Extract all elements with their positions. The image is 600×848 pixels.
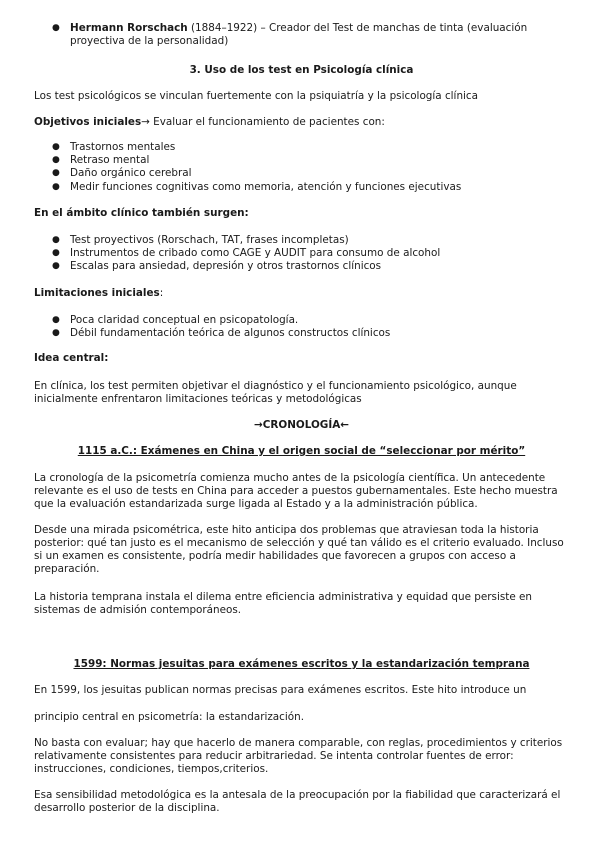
clinico-list [52, 234, 440, 274]
section-intro: Los test psicológicos se vinculan fuertemente con la psiquiatría y la psicología clínica [34, 90, 478, 102]
rorschach-desc-line2: proyectiva de la personalidad) [70, 35, 229, 48]
idea-line-1: En clínica, los test permiten objetivar el diagnóstico y el funcionamiento psicológico, aunque [34, 380, 517, 392]
list-item-text: Instrumentos de cribado como CAGE y AUDIT para consumo de alcohol [70, 247, 441, 260]
list-item [52, 247, 440, 260]
p1599-d-line-1: Esa sensibilidad metodológica es la antesala de la preocupación por la fiabilidad que caracterizará el [34, 789, 561, 801]
list-item-text: Trastornos mentales [70, 141, 176, 153]
p1115-c-line-2: sistemas de admisión contemporáneos. [34, 604, 242, 616]
limitaciones-colon: : [159, 287, 164, 299]
list-item-text: Daño orgánico cerebral [70, 167, 192, 180]
objetivos-paragraph [34, 116, 569, 129]
p1115-a-line-1: La cronología de la psicometría comienza mucho antes de la psicología científica. Un antecedente [34, 472, 546, 484]
p1115-b-line-4: preparación. [34, 563, 100, 575]
section-title: 3. Uso de los test en Psicología clínica [189, 64, 414, 76]
heading-1115: 1115 a.C.: Exámenes en China y el origen social de “seleccionar por mérito” [77, 445, 526, 457]
list-item [52, 314, 390, 327]
bullet-icon: ● [52, 248, 60, 259]
list-item [52, 154, 461, 167]
p1115-b-line-2: posterior: qué tan justo es el mecanismo de selección y qué tan válido es el criterio evaluado. Incluso [34, 537, 564, 549]
rorschach-name: Hermann Rorschach [70, 22, 188, 34]
bullet-icon: ● [52, 142, 60, 152]
list-item-text: Poca claridad conceptual en psicopatología. [70, 314, 299, 326]
bullet-icon: ● [52, 181, 60, 192]
list-item [52, 260, 440, 273]
list-item [52, 141, 461, 154]
p1599-c-line-2: relativamente consistentes para reducir arbitrariedad. Se intenta controlar fuentes de error: [34, 750, 514, 762]
idea-line-2: inicialmente enfrentaron limitaciones teóricas y metodológicas [34, 393, 362, 405]
bullet-icon: ● [52, 168, 60, 179]
p1599-a: En 1599, los jesuitas publican normas precisas para exámenes escritos. Este hito introduce un [34, 684, 527, 696]
p1115-b-line-1: Desde una mirada psicométrica, este hito anticipa dos problemas que atraviesan toda la historia [34, 524, 539, 536]
bullet-icon: ● [52, 155, 60, 166]
objetivos-list [52, 141, 461, 194]
p1599-c-line-3: instrucciones, condiciones, tiempos,criterios. [34, 763, 269, 775]
objetivos-label: Objetivos iniciales [34, 116, 142, 128]
limitaciones-list [52, 314, 390, 340]
list-item-text: Débil fundamentación teórica de algunos constructos clínicos [70, 327, 391, 340]
list-item [52, 167, 461, 180]
p1115-c-line-1: La historia temprana instala el dilema entre eficiencia administrativa y equidad que persiste en [34, 591, 533, 603]
list-item-text: Test proyectivos (Rorschach, TAT, frases incompletas) [70, 234, 349, 246]
p1115-a-line-2: relevante es el uso de tests en China para acceder a puestos gubernamentales. Este hecho muestra [34, 485, 558, 497]
limitaciones-heading [34, 287, 569, 300]
p1115-a-line-3: que la evaluación estandarizada surge ligada al Estado y a la administración pública. [34, 498, 478, 510]
p1599-c-line-1: No basta con evaluar; hay que hacerlo de manera comparable, con reglas, procedimientos y criterios [34, 737, 563, 749]
heading-1599: 1599: Normas jesuitas para exámenes escritos y la estandarización temprana [73, 658, 530, 670]
bullet-icon: ● [52, 315, 60, 325]
p1115-b-line-3: si un examen es consistente, podría medir habilidades que favorecen a grupos con acceso a [34, 550, 516, 562]
p1599-d-line-2: desarrollo posterior de la disciplina. [34, 802, 220, 814]
bullet-icon: ● [52, 23, 60, 33]
bullet-icon: ● [52, 261, 60, 272]
p1599-b: principio central en psicometría: la estandarización. [34, 711, 305, 723]
list-item [52, 181, 461, 194]
list-item-continuation [52, 35, 527, 48]
list-item [52, 327, 390, 340]
bullet-icon: ● [52, 328, 60, 339]
list-item-text: Medir funciones cognitivas como memoria, atención y funciones ejecutivas [70, 180, 462, 193]
bullet-icon: ● [52, 235, 60, 245]
objetivos-text: → Evaluar el funcionamiento de pacientes con: [141, 116, 385, 128]
list-item [52, 234, 440, 247]
idea-heading: Idea central: [34, 352, 109, 364]
cronologia-title: →CRONOLOGÍA← [254, 419, 349, 431]
rorschach-desc: (1884–1922) – Creador del Test de manchas de tinta (evaluación [187, 22, 528, 34]
list-item-text: Escalas para ansiedad, depresión y otros trastornos clínicos [70, 260, 382, 273]
list-item-text: Retraso mental [70, 154, 150, 167]
limitaciones-label: Limitaciones iniciales [34, 287, 160, 299]
list-item [52, 22, 527, 35]
intro-bullet-list [52, 22, 527, 48]
clinico-heading: En el ámbito clínico también surgen: [34, 207, 249, 219]
